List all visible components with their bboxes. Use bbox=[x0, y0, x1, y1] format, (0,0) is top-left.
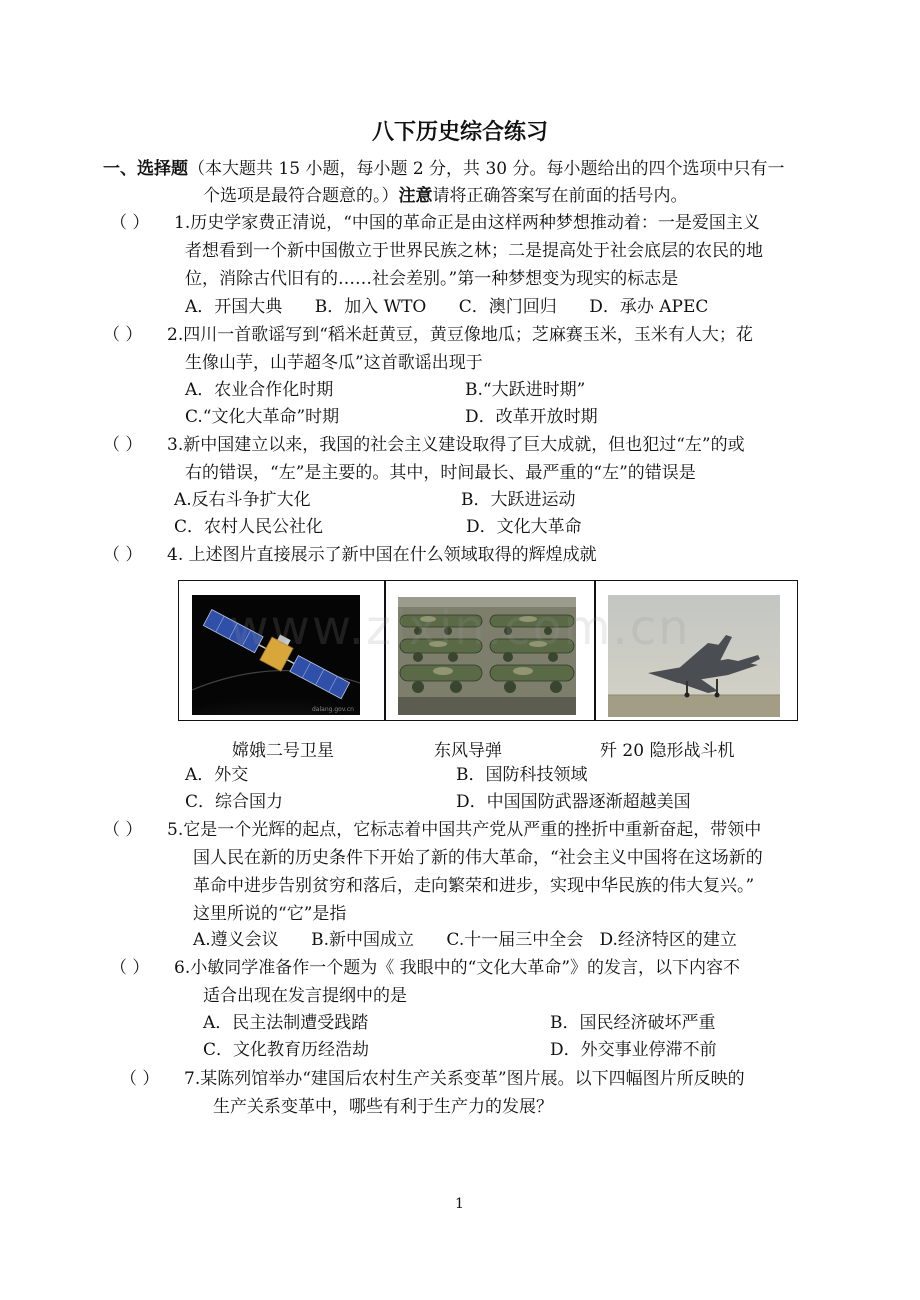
q6-option-d: D．外交事业停滞不前 bbox=[550, 1040, 717, 1060]
q2-option-b: B.“大跃进时期” bbox=[465, 380, 586, 400]
q6-line2: 适合出现在发言提纲中的是 bbox=[203, 986, 407, 1006]
answer-paren-q1[interactable]: （ ） bbox=[110, 213, 150, 233]
q1-options: A．开国大典 B．加入 WTO C．澳门回归 D．承办 APEC bbox=[185, 297, 709, 317]
section-desc: （本大题共 15 小题，每小题 2 分，共 30 分。每小题给出的四个选项中只有一 bbox=[188, 159, 785, 179]
answer-paren-q4[interactable]: （ ） bbox=[103, 545, 143, 565]
section-desc-2b: 请将正确答案写在前面的括号内。 bbox=[432, 186, 688, 206]
q7-line2: 生产关系变革中，哪些有利于生产力的发展？ bbox=[213, 1097, 553, 1117]
notice-label: 注意 bbox=[398, 186, 433, 206]
q6-option-a: A．民主法制遭受践踏 bbox=[203, 1013, 369, 1033]
q2-option-c: C.“文化大革命”时期 bbox=[185, 407, 340, 427]
page-title: 八下历史综合练习 bbox=[371, 119, 548, 145]
answer-paren-q6[interactable]: （ ） bbox=[110, 958, 150, 978]
answer-paren-q7[interactable]: （ ） bbox=[120, 1069, 160, 1089]
caption-fighter: 歼 20 隐形战斗机 bbox=[600, 741, 735, 761]
q3-line1: 3.新中国建立以来，我国的社会主义建设取得了巨大成就，但也犯过“左”的或 bbox=[167, 435, 745, 455]
q2-line1: 2.四川一首歌谣写到“稻米赶黄豆，黄豆像地瓜；芝麻赛玉米，玉米有人大；花 bbox=[167, 325, 753, 345]
q7-line1: 7.某陈列馆举办“建国后农村生产关系变革”图片展。以下四幅图片所反映的 bbox=[184, 1069, 745, 1089]
q1-line1: 1.历史学家费正清说，“中国的革命正是由这样两种梦想推动着：一是爱国主义 bbox=[174, 213, 760, 233]
answer-paren-q5[interactable]: （ ） bbox=[103, 820, 143, 840]
q6-line1: 6.小敏同学准备作一个题为《 我眼中的“文化大革命”》的发言，以下内容不 bbox=[174, 958, 741, 978]
image-credit: dalang.gov.cn bbox=[312, 706, 354, 713]
answer-paren-q2[interactable]: （ ） bbox=[103, 325, 143, 345]
q5-line4: 这里所说的“它”是指 bbox=[193, 904, 347, 924]
q5-line3: 革命中进步告别贫穷和落后，走向繁荣和进步，实现中华民族的伟大复兴。” bbox=[193, 876, 755, 896]
section-heading-line1 bbox=[103, 156, 785, 183]
caption-satellite: 嫦娥二号卫星 bbox=[232, 741, 334, 761]
answer-paren-q3[interactable]: （ ） bbox=[103, 435, 143, 455]
caption-missile: 东风导弹 bbox=[434, 741, 502, 761]
q4-line1: 4. 上述图片直接展示了新中国在什么领域取得的辉煌成就 bbox=[167, 545, 597, 565]
q1-line2: 者想看到一个新中国傲立于世界民族之林；二是提高处于社会底层的农民的地 bbox=[185, 241, 763, 261]
q4-option-b: B．国防科技领域 bbox=[456, 765, 588, 785]
q4-option-c: C．综合国力 bbox=[185, 792, 284, 812]
q6-option-b: B．国民经济破坏严重 bbox=[550, 1013, 716, 1033]
section-heading-line2 bbox=[203, 183, 688, 210]
q4-option-d: D．中国国防武器逐渐超越美国 bbox=[456, 792, 691, 812]
q2-option-a: A．农业合作化时期 bbox=[185, 380, 334, 400]
q3-option-c: C．农村人民公社化 bbox=[174, 517, 324, 537]
page-number: 1 bbox=[455, 1196, 464, 1212]
q2-option-d: D．改革开放时期 bbox=[465, 407, 598, 427]
q5-line2: 国人民在新的历史条件下开始了新的伟大革命，“社会主义中国将在这场新的 bbox=[193, 848, 763, 868]
q3-option-a: A.反右斗争扩大化 bbox=[174, 490, 311, 510]
q2-line2: 生像山芋，山芋超冬瓜”这首歌谣出现于 bbox=[185, 353, 483, 373]
section-label: 一、选择题 bbox=[103, 159, 188, 179]
q3-line2: 右的错误，“左”是主要的。其中，时间最长、最严重的“左”的错误是 bbox=[185, 463, 696, 483]
q5-options: A.遵义会议 B.新中国成立 C.十一届三中全会 D.经济特区的建立 bbox=[193, 930, 737, 950]
q6-option-c: C．文化教育历经浩劫 bbox=[203, 1040, 370, 1060]
section-desc-2a: 个选项是最符合题意的。） bbox=[203, 186, 399, 206]
q5-line1: 5.它是一个光辉的起点，它标志着中国共产党从严重的挫折中重新奋起，带领中 bbox=[167, 820, 762, 840]
q1-line3: 位，消除古代旧有的……社会差别。”第一种梦想变为现实的标志是 bbox=[185, 269, 679, 289]
watermark-text: www.zixin.com.cn bbox=[229, 600, 691, 656]
q3-option-d: D．文化大革命 bbox=[466, 517, 582, 537]
q3-option-b: B．大跃进运动 bbox=[461, 490, 576, 510]
q4-option-a: A．外交 bbox=[185, 765, 249, 785]
